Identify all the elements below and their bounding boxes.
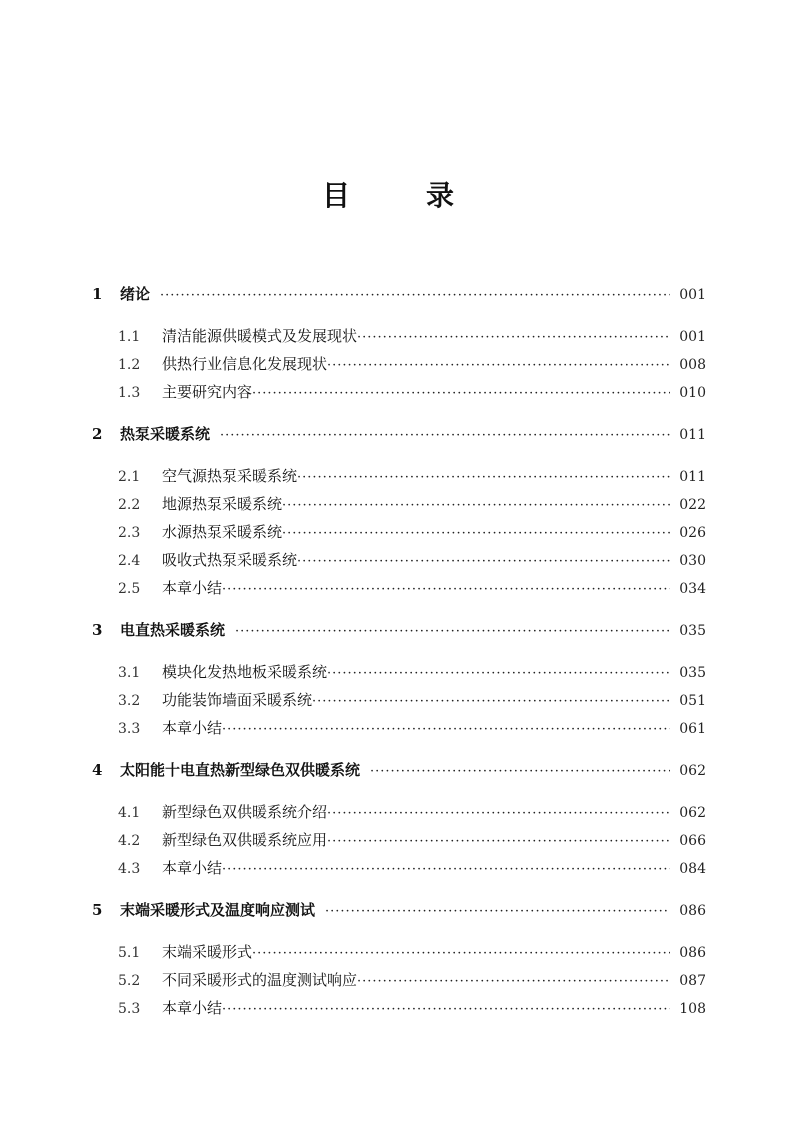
toc-dot-leader bbox=[325, 898, 670, 926]
toc-dot-leader bbox=[282, 492, 670, 520]
toc-page-number: 066 bbox=[679, 833, 706, 849]
toc-page-number: 035 bbox=[679, 623, 706, 639]
toc-entry-title: 新型绿色双供暖系统应用 bbox=[162, 831, 328, 849]
toc-dot-leader bbox=[297, 464, 670, 492]
toc-dot-leader bbox=[222, 856, 670, 884]
toc-entry-title: 本章小结 bbox=[162, 859, 223, 877]
toc-page-number: 035 bbox=[679, 665, 706, 681]
toc-page-number: 010 bbox=[679, 385, 706, 401]
toc-section-entry bbox=[92, 854, 706, 882]
toc-section-entry bbox=[92, 994, 706, 1022]
toc-entry-title: 本章小结 bbox=[162, 999, 223, 1017]
toc-page-number: 011 bbox=[679, 427, 706, 443]
toc-section-entry bbox=[92, 658, 706, 686]
toc-entry-title: 末端采暖形式 bbox=[162, 943, 253, 961]
toc-entry-number: 5 bbox=[92, 901, 103, 919]
toc-dot-leader bbox=[252, 380, 670, 408]
toc-page-number: 087 bbox=[679, 973, 706, 989]
toc-section-entry bbox=[92, 966, 706, 994]
toc-page-number: 084 bbox=[679, 861, 706, 877]
toc-entry-number: 1 bbox=[92, 285, 103, 303]
toc-entry-title: 电直热采暖系统 bbox=[120, 621, 226, 639]
toc-entry-title: 新型绿色双供暖系统介绍 bbox=[162, 803, 328, 821]
toc-entry-number: 5.1 bbox=[118, 945, 141, 961]
toc-entry-number: 3 bbox=[92, 621, 103, 639]
toc-page-number: 086 bbox=[679, 903, 706, 919]
toc-entry-title: 清洁能源供暖模式及发展现状 bbox=[162, 327, 358, 345]
toc-entry-number: 3.1 bbox=[118, 665, 141, 681]
toc-entry-title: 太阳能十电直热新型绿色双供暖系统 bbox=[120, 761, 361, 779]
toc-section-entry bbox=[92, 686, 706, 714]
toc-dot-leader bbox=[357, 324, 670, 352]
toc-dot-leader bbox=[357, 968, 670, 996]
page-title: 目 录 bbox=[321, 179, 478, 212]
toc-entry-number: 3.2 bbox=[118, 693, 141, 709]
toc-section-entry bbox=[92, 826, 706, 854]
toc-dot-leader bbox=[235, 618, 670, 646]
toc-entry-title: 主要研究内容 bbox=[162, 383, 253, 401]
toc-page-number: 022 bbox=[679, 497, 706, 513]
toc-entry-number: 2.1 bbox=[118, 469, 141, 485]
toc-entry-title: 不同采暖形式的温度测试响应 bbox=[162, 971, 358, 989]
toc-entry-title: 绪论 bbox=[120, 285, 151, 303]
toc-dot-leader bbox=[327, 828, 670, 856]
toc-entry-number: 5.2 bbox=[118, 973, 141, 989]
toc-page-number: 086 bbox=[679, 945, 706, 961]
toc-dot-leader bbox=[327, 352, 670, 380]
toc-entry-number: 5.3 bbox=[118, 1001, 141, 1017]
toc-dot-leader bbox=[370, 758, 670, 786]
toc-entry-number: 2.3 bbox=[118, 525, 141, 541]
toc-page-number: 030 bbox=[679, 553, 706, 569]
toc-entry-number: 1.3 bbox=[118, 385, 141, 401]
toc-section-entry bbox=[92, 546, 706, 574]
toc-dot-leader bbox=[327, 660, 670, 688]
toc-dot-leader bbox=[252, 940, 670, 968]
toc-entry-title: 吸收式热泵采暖系统 bbox=[162, 551, 298, 569]
toc-dot-leader bbox=[327, 800, 670, 828]
toc-dot-leader bbox=[282, 520, 670, 548]
toc-chapter-entry bbox=[92, 420, 706, 448]
toc-section-entry bbox=[92, 798, 706, 826]
toc-dot-leader bbox=[222, 716, 670, 744]
toc-section-entry bbox=[92, 518, 706, 546]
toc-entry-number: 2.5 bbox=[118, 581, 141, 597]
toc-dot-leader bbox=[222, 996, 670, 1024]
toc-section-entry bbox=[92, 378, 706, 406]
toc-section-entry bbox=[92, 350, 706, 378]
toc-dot-leader bbox=[312, 688, 670, 716]
toc-entry-number: 4 bbox=[92, 761, 103, 779]
toc-entry-number: 2.2 bbox=[118, 497, 141, 513]
toc-entry-number: 2.4 bbox=[118, 553, 141, 569]
toc-section-entry bbox=[92, 490, 706, 518]
toc-chapter-entry bbox=[92, 756, 706, 784]
toc-entry-title: 空气源热泵采暖系统 bbox=[162, 467, 298, 485]
toc-entry-number: 4.3 bbox=[118, 861, 141, 877]
toc-chapter-entry bbox=[92, 280, 706, 308]
toc-page-number: 051 bbox=[679, 693, 706, 709]
toc-entry-title: 地源热泵采暖系统 bbox=[162, 495, 283, 513]
toc-entry-title: 水源热泵采暖系统 bbox=[162, 523, 283, 541]
toc-entry-title: 热泵采暖系统 bbox=[120, 425, 211, 443]
toc-entry-title: 功能装饰墙面采暖系统 bbox=[162, 691, 313, 709]
toc-entry-title: 本章小结 bbox=[162, 719, 223, 737]
toc-dot-leader bbox=[222, 576, 670, 604]
toc-dot-leader bbox=[297, 548, 670, 576]
toc-chapter-entry bbox=[92, 616, 706, 644]
toc-entry-number: 2 bbox=[92, 425, 103, 443]
toc-page-number: 001 bbox=[679, 287, 706, 303]
toc-section-entry bbox=[92, 938, 706, 966]
toc-entry-title: 供热行业信息化发展现状 bbox=[162, 355, 328, 373]
toc-page-number: 061 bbox=[679, 721, 706, 737]
toc-page-number: 062 bbox=[679, 763, 706, 779]
toc-entry-number: 1.2 bbox=[118, 357, 141, 373]
toc-entry-number: 1.1 bbox=[118, 329, 141, 345]
toc-section-entry bbox=[92, 462, 706, 490]
toc-entry-title: 末端采暖形式及温度响应测试 bbox=[120, 901, 316, 919]
toc-entry-number: 4.2 bbox=[118, 833, 141, 849]
toc-page-number: 108 bbox=[679, 1001, 706, 1017]
toc-section-entry bbox=[92, 714, 706, 742]
toc-entry-number: 3.3 bbox=[118, 721, 141, 737]
toc-page-number: 001 bbox=[679, 329, 706, 345]
toc-page-number: 062 bbox=[679, 805, 706, 821]
toc-page-number: 008 bbox=[679, 357, 706, 373]
toc-entry-title: 模块化发热地板采暖系统 bbox=[162, 663, 328, 681]
toc-entry-title: 本章小结 bbox=[162, 579, 223, 597]
toc-dot-leader bbox=[220, 422, 670, 450]
toc-chapter-entry bbox=[92, 896, 706, 924]
toc-page-number: 011 bbox=[679, 469, 706, 485]
toc-page-number: 034 bbox=[679, 581, 706, 597]
toc-section-entry bbox=[92, 322, 706, 350]
table-of-contents bbox=[92, 280, 706, 1022]
toc-dot-leader bbox=[160, 282, 670, 310]
toc-page-number: 026 bbox=[679, 525, 706, 541]
toc-section-entry bbox=[92, 574, 706, 602]
toc-entry-number: 4.1 bbox=[118, 805, 141, 821]
